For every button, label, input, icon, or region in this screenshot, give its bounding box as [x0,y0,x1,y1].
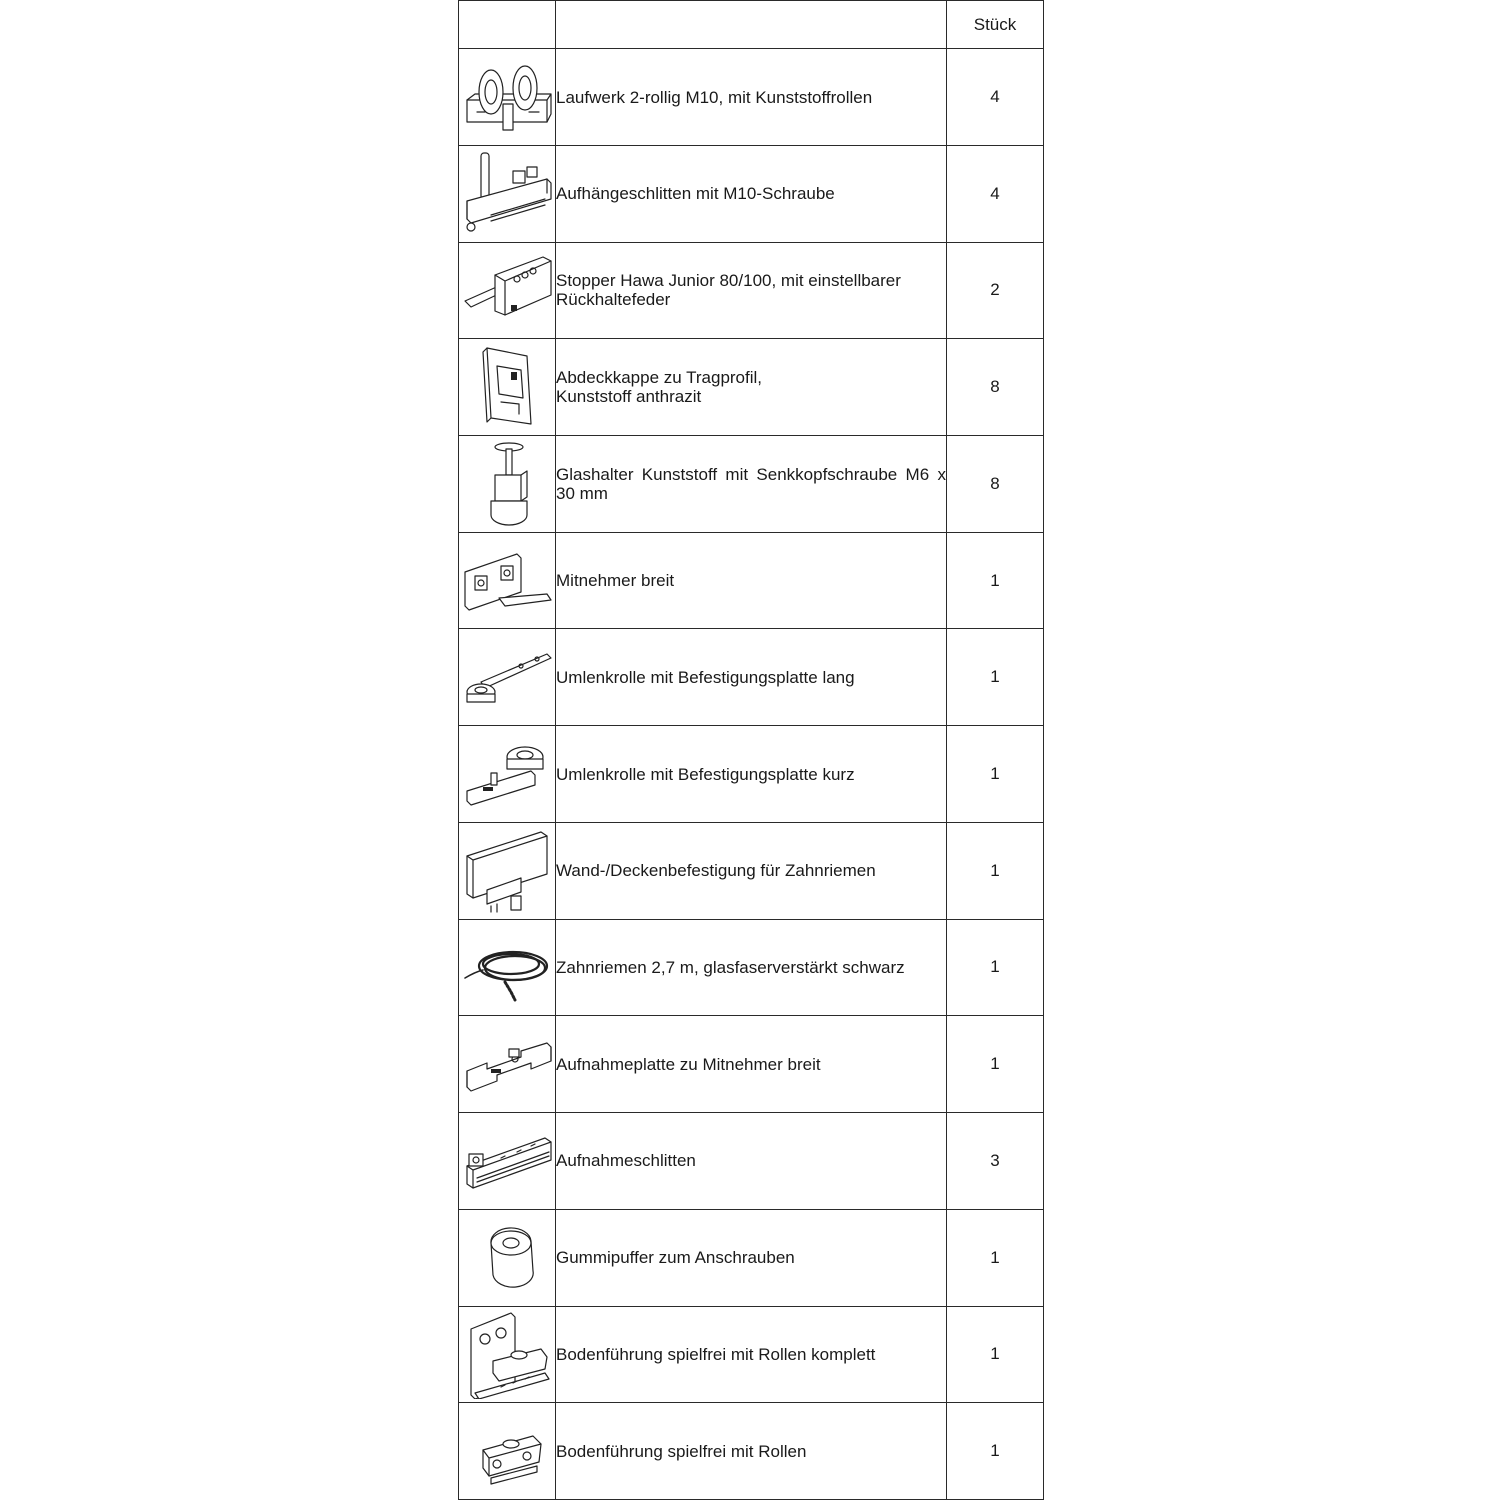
glass-holder-icon [461,439,553,529]
part-image-cell [459,1113,556,1210]
table-row [459,1209,1044,1306]
part-image-cell [459,629,556,726]
part-qty: 1 [947,1403,1044,1500]
header-row [459,1,1044,49]
cover-cap-icon [461,342,553,432]
part-qty: 2 [947,242,1044,339]
table-row [459,1403,1044,1500]
table-row [459,726,1044,823]
table-row [459,532,1044,629]
part-qty: 3 [947,1113,1044,1210]
part-description: Gummipuffer zum Anschrauben [556,1209,947,1306]
part-image-cell [459,145,556,242]
table-row [459,1306,1044,1403]
part-description: Bodenführung spielfrei mit Rollen komplett [556,1306,947,1403]
table-row [459,822,1044,919]
driver-wide-icon [461,536,553,626]
floor-guide-icon [461,1406,553,1496]
part-qty: 1 [947,822,1044,919]
mounting-slide-icon [461,1116,553,1206]
table-row [459,629,1044,726]
part-description: Mitnehmer breit [556,532,947,629]
header-qty-label: Stück [947,1,1044,49]
part-description: Glashalter Kunststoff mit Senkkopfschraube M6 x 30 mm [556,436,947,533]
part-description: Laufwerk 2-rollig M10, mit Kunststoffrollen [556,49,947,146]
part-image-cell [459,1016,556,1113]
part-image-cell [459,532,556,629]
rubber-buffer-icon [461,1213,553,1303]
part-image-cell [459,726,556,823]
stopper-icon [461,245,553,335]
pulley-long-plate-icon [461,632,553,722]
part-description: Abdeckkappe zu Tragprofil, Kunststoff anthrazit [556,339,947,436]
part-qty: 1 [947,532,1044,629]
table-row [459,1113,1044,1210]
part-qty: 4 [947,49,1044,146]
table-row [459,436,1044,533]
part-qty: 1 [947,726,1044,823]
part-qty: 1 [947,1209,1044,1306]
part-qty: 1 [947,629,1044,726]
table-row [459,242,1044,339]
part-qty: 4 [947,145,1044,242]
wall-ceiling-bracket-icon [461,826,553,916]
pulley-short-plate-icon [461,729,553,819]
part-qty: 8 [947,339,1044,436]
mounting-plate-icon [461,1019,553,1109]
part-description: Aufnahmeplatte zu Mitnehmer breit [556,1016,947,1113]
part-image-cell [459,339,556,436]
table-row [459,145,1044,242]
part-image-cell [459,1306,556,1403]
part-qty: 1 [947,919,1044,1016]
part-image-cell [459,919,556,1016]
table-row [459,49,1044,146]
part-image-cell [459,1403,556,1500]
part-image-cell [459,49,556,146]
part-description: Stopper Hawa Junior 80/100, mit einstellbarer Rückhaltefeder [556,242,947,339]
carriage-two-roller-icon [461,52,553,142]
header-image-cell [459,1,556,49]
part-qty: 8 [947,436,1044,533]
floor-guide-complete-icon [461,1309,553,1399]
part-description: Bodenführung spielfrei mit Rollen [556,1403,947,1500]
parts-list-table [458,0,1044,1500]
suspension-slide-icon [461,149,553,239]
table-row [459,919,1044,1016]
table-row [459,339,1044,436]
header-description-cell [556,1,947,49]
part-description: Umlenkrolle mit Befestigungsplatte kurz [556,726,947,823]
part-image-cell [459,1209,556,1306]
part-qty: 1 [947,1016,1044,1113]
table-row [459,1016,1044,1113]
toothed-belt-icon [461,922,553,1012]
part-qty: 1 [947,1306,1044,1403]
part-description: Umlenkrolle mit Befestigungsplatte lang [556,629,947,726]
part-image-cell [459,822,556,919]
part-description: Wand-/Deckenbefestigung für Zahnriemen [556,822,947,919]
part-image-cell [459,242,556,339]
part-image-cell [459,436,556,533]
part-description: Aufnahmeschlitten [556,1113,947,1210]
part-description: Zahnriemen 2,7 m, glasfaserverstärkt schwarz [556,919,947,1016]
part-description: Aufhängeschlitten mit M10-Schraube [556,145,947,242]
